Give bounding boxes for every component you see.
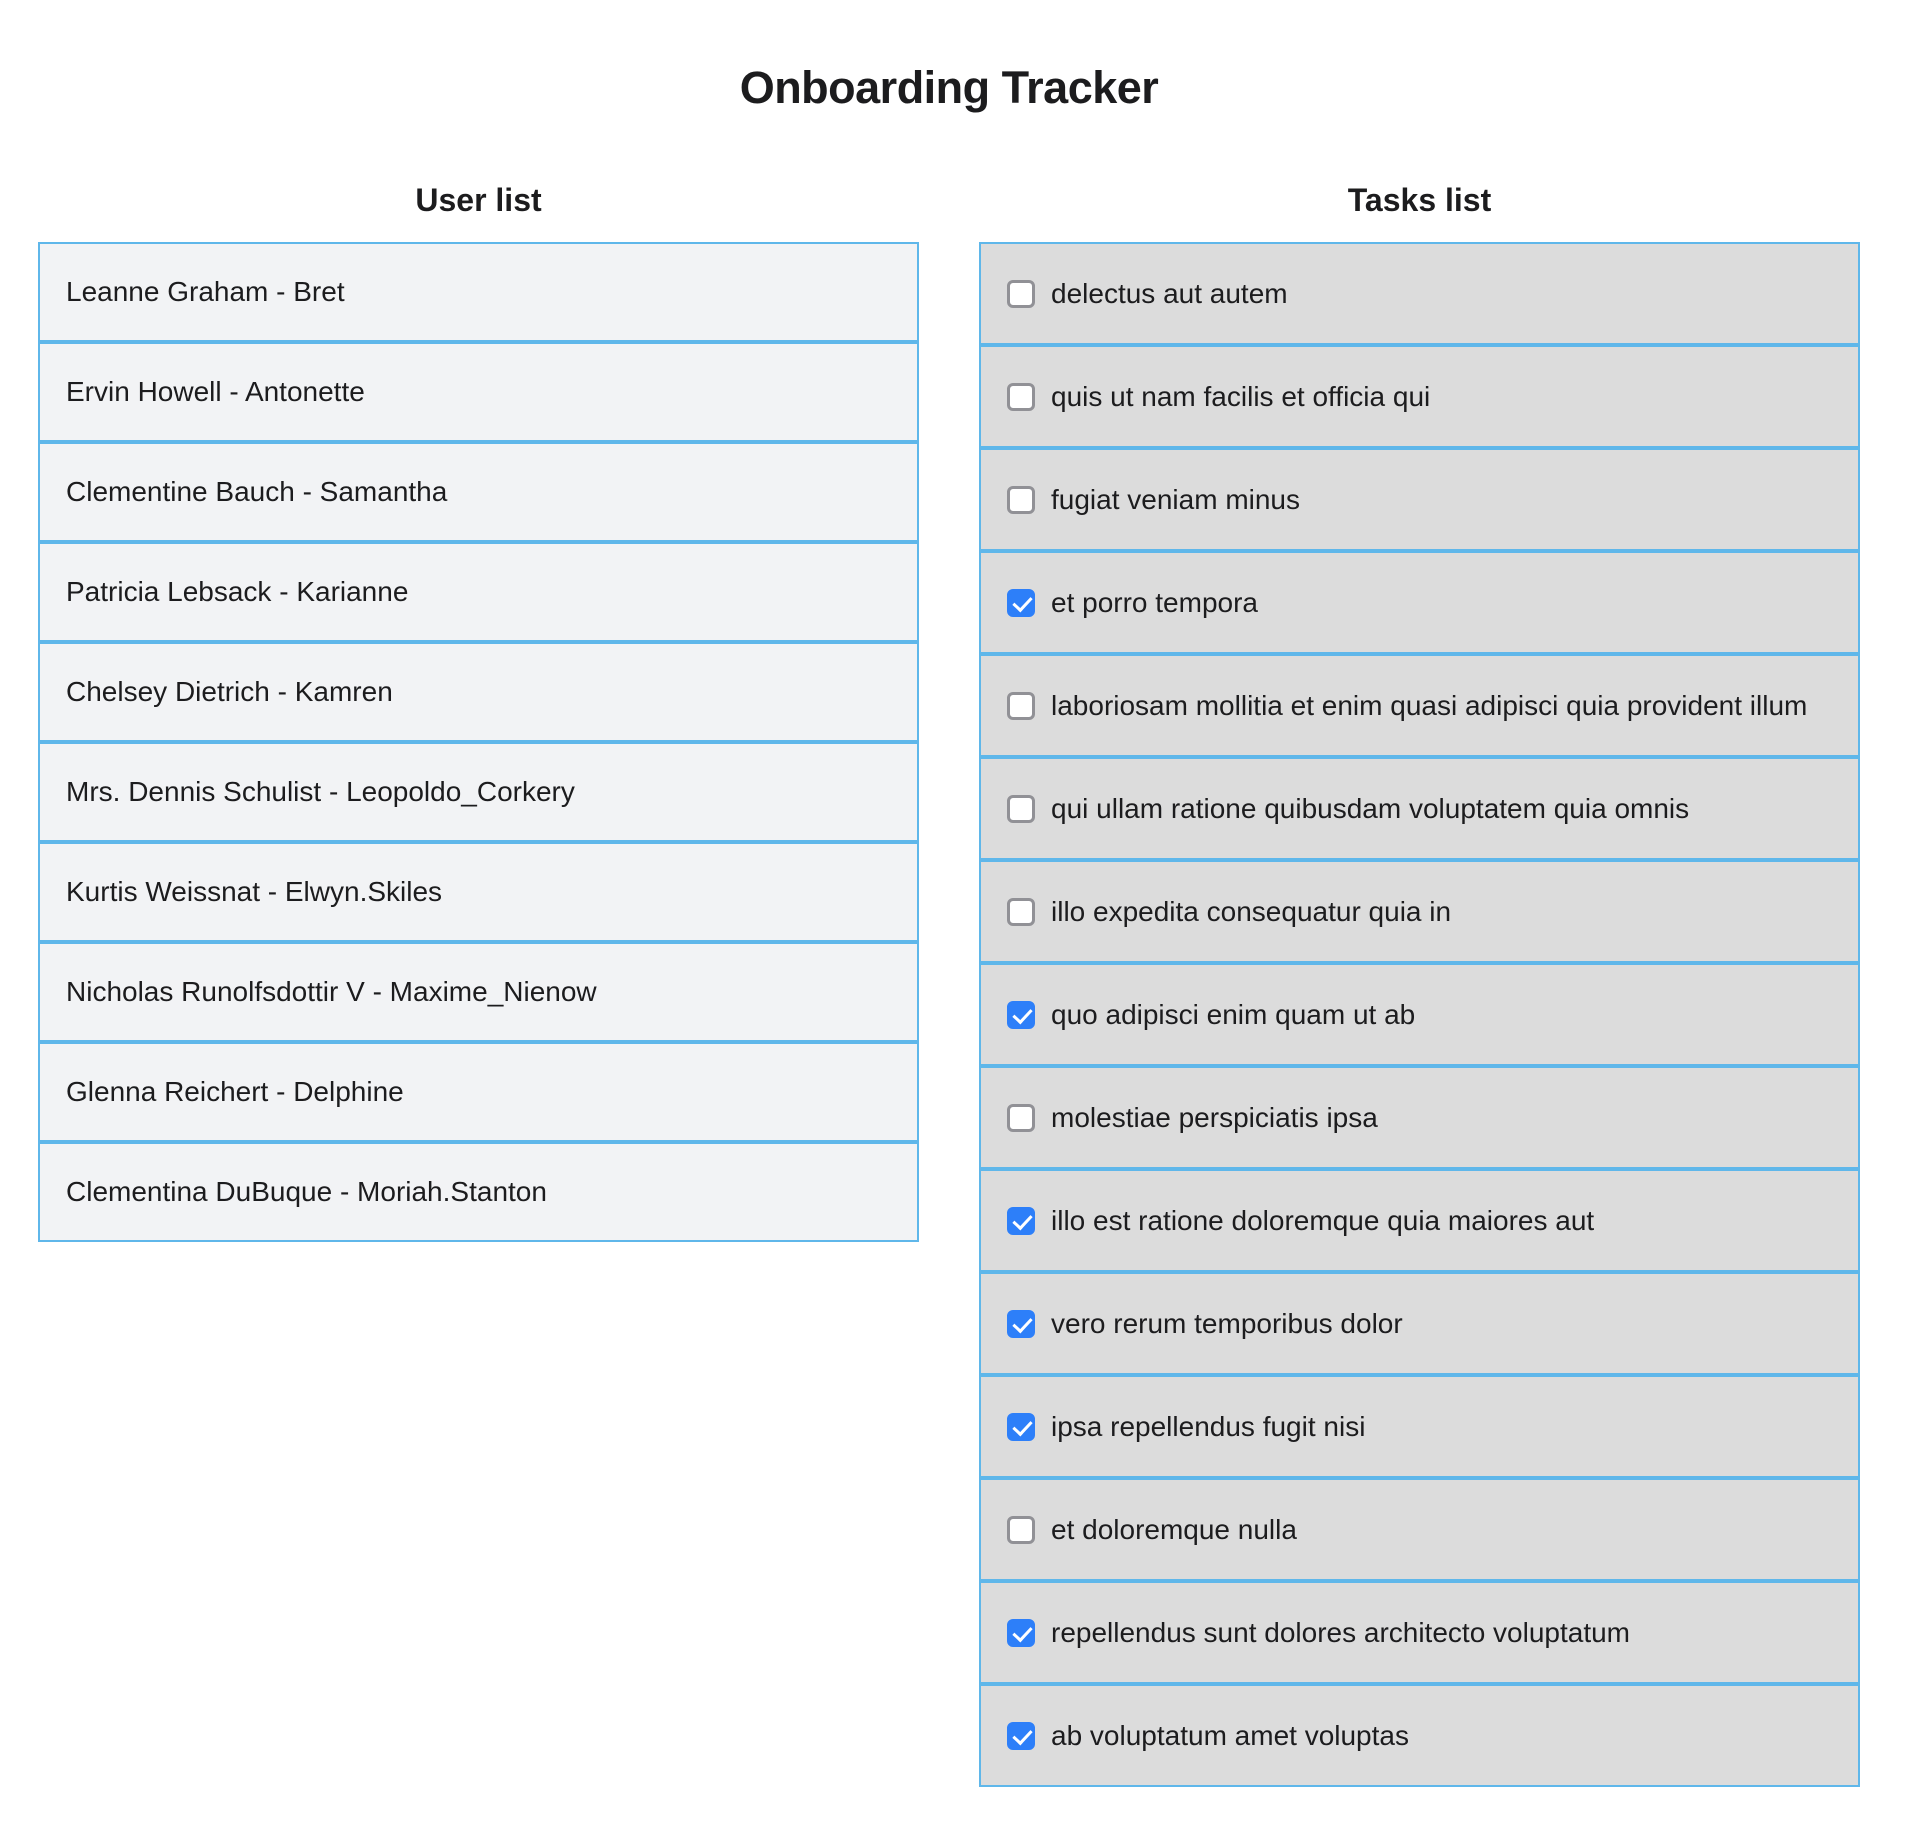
task-checkbox[interactable] (1007, 1722, 1035, 1750)
task-list-item[interactable] (979, 448, 1860, 551)
user-label: Nicholas Runolfsdottir V - Maxime_Nienow (66, 976, 597, 1007)
user-list-item[interactable] (38, 342, 919, 442)
main-columns (38, 114, 1860, 1787)
user-list-column (38, 114, 919, 1242)
user-label: Ervin Howell - Antonette (66, 376, 365, 407)
user-list-item[interactable] (38, 1142, 919, 1242)
task-list-item[interactable] (979, 242, 1860, 345)
user-label: Leanne Graham - Bret (66, 276, 345, 307)
task-checkbox[interactable] (1007, 1207, 1035, 1235)
user-list-item[interactable] (38, 1042, 919, 1142)
task-checkbox[interactable] (1007, 589, 1035, 617)
task-list-item[interactable] (979, 1581, 1860, 1684)
user-list-item[interactable] (38, 542, 919, 642)
user-list-item[interactable] (38, 942, 919, 1042)
task-label: ab voluptatum amet voluptas (1051, 1719, 1409, 1751)
task-list-item[interactable] (979, 1375, 1860, 1478)
user-list-item[interactable] (38, 642, 919, 742)
task-label: laboriosam mollitia et enim quasi adipisci quia provident illum (1051, 689, 1808, 721)
task-checkbox[interactable] (1007, 1104, 1035, 1132)
task-checkbox[interactable] (1007, 795, 1035, 823)
task-list-item[interactable] (979, 1478, 1860, 1581)
task-checkbox[interactable] (1007, 486, 1035, 514)
task-list-item[interactable] (979, 345, 1860, 448)
user-label: Clementine Bauch - Samantha (66, 476, 448, 507)
task-checkbox[interactable] (1007, 1516, 1035, 1544)
task-label: quo adipisci enim quam ut ab (1051, 998, 1416, 1030)
task-label: delectus aut autem (1051, 277, 1288, 309)
task-label: fugiat veniam minus (1051, 483, 1301, 515)
task-checkbox[interactable] (1007, 1310, 1035, 1338)
user-label: Mrs. Dennis Schulist - Leopoldo_Corkery (66, 776, 575, 807)
tasks-list (979, 242, 1860, 1787)
task-list-item[interactable] (979, 1169, 1860, 1272)
user-list-item[interactable] (38, 842, 919, 942)
user-label: Kurtis Weissnat - Elwyn.Skiles (66, 876, 443, 907)
tasks-list-heading: Tasks list (1347, 182, 1492, 218)
user-list-item[interactable] (38, 442, 919, 542)
task-label: vero rerum temporibus dolor (1051, 1307, 1403, 1339)
user-list (38, 242, 919, 1242)
task-list-item[interactable] (979, 757, 1860, 860)
task-list-item[interactable] (979, 963, 1860, 1066)
task-list-item[interactable] (979, 860, 1860, 963)
task-checkbox[interactable] (1007, 1001, 1035, 1029)
task-label: illo est ratione doloremque quia maiores aut (1051, 1204, 1595, 1236)
user-label: Chelsey Dietrich - Kamren (66, 676, 393, 707)
task-label: illo expedita consequatur quia in (1051, 895, 1452, 927)
task-label: repellendus sunt dolores architecto voluptatum (1051, 1616, 1631, 1648)
task-label: qui ullam ratione quibusdam voluptatem quia omnis (1051, 792, 1690, 824)
task-list-item[interactable] (979, 1066, 1860, 1169)
task-label: ipsa repellendus fugit nisi (1051, 1410, 1366, 1442)
user-label: Clementina DuBuque - Moriah.Stanton (66, 1176, 547, 1207)
tasks-list-column (979, 114, 1860, 1787)
task-label: et porro tempora (1051, 586, 1258, 618)
task-checkbox[interactable] (1007, 383, 1035, 411)
task-list-item[interactable] (979, 1272, 1860, 1375)
task-list-item[interactable] (979, 551, 1860, 654)
user-label: Patricia Lebsack - Karianne (66, 576, 409, 607)
task-label: molestiae perspiciatis ipsa (1051, 1101, 1378, 1133)
user-label: Glenna Reichert - Delphine (66, 1076, 404, 1107)
user-list-item[interactable] (38, 242, 919, 342)
task-list-item[interactable] (979, 654, 1860, 757)
user-list-item[interactable] (38, 742, 919, 842)
task-checkbox[interactable] (1007, 898, 1035, 926)
user-list-heading: User list (415, 182, 542, 218)
task-checkbox[interactable] (1007, 692, 1035, 720)
task-label: quis ut nam facilis et officia qui (1051, 380, 1431, 412)
task-label: et doloremque nulla (1051, 1513, 1297, 1545)
task-checkbox[interactable] (1007, 1619, 1035, 1647)
task-list-item[interactable] (979, 1684, 1860, 1787)
page-title: Onboarding Tracker (739, 62, 1159, 113)
task-checkbox[interactable] (1007, 1413, 1035, 1441)
task-checkbox[interactable] (1007, 280, 1035, 308)
